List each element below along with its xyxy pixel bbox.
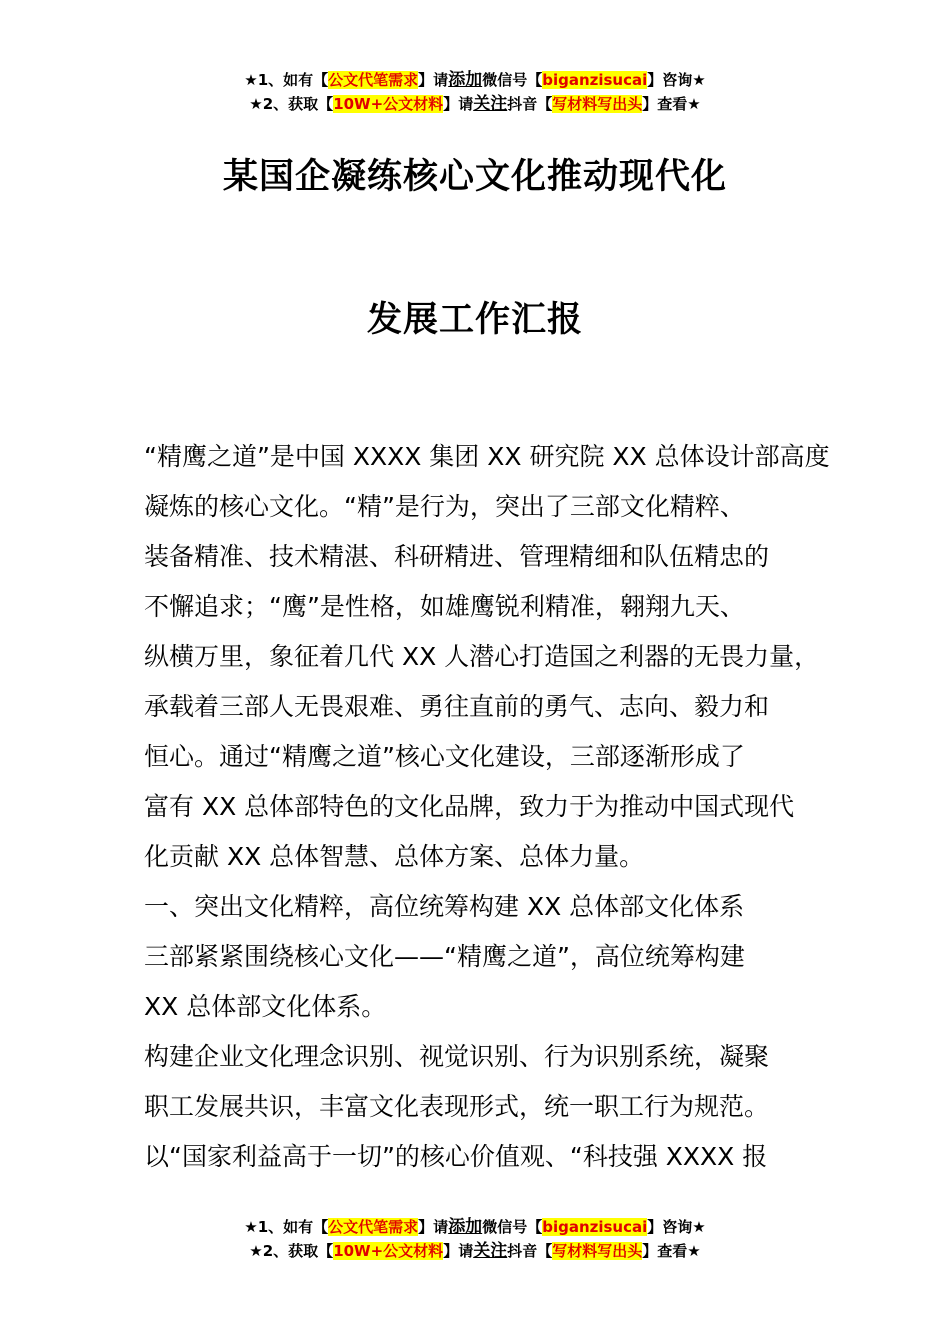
promo-text: ★1、如有【 [244,1218,329,1236]
body-line: “精鹰之道”是中国 XXXX 集团 XX 研究院 XX 总体设计部高度 [144,442,830,471]
promo-text: 】请 [418,71,449,89]
promo-text: 】查看★ [642,95,701,113]
promo-text: 抖音【 [507,1242,553,1260]
promo-line-1 [0,68,950,92]
underlined-text: 关注 [473,94,508,114]
promo-line-2 [0,1239,950,1263]
body-line: 装备精准、技术精湛、科研精进、管理精细和队伍精忠的 [144,542,770,571]
highlight-text: biganzisucai [542,1218,648,1236]
promo-text: 】请 [418,1218,449,1236]
promo-text: 】请 [443,1242,474,1260]
body-line: 纵横万里，象征着几代 XX 人潜心打造国之利器的无畏力量， [144,642,820,671]
promo-text: 】查看★ [642,1242,701,1260]
body-line: 承载着三部人无畏艰难、勇往直前的勇气、志向、毅力和 [144,692,770,721]
promo-banner-top [0,68,950,116]
underlined-text: 添加 [448,70,483,90]
body-line: 富有 XX 总体部特色的文化品牌，致力于为推动中国式现代 [144,792,795,821]
promo-line-2 [0,92,950,116]
highlight-text: 公文代笔需求 [328,1218,419,1236]
body-line: 化贡献 XX 总体智慧、总体方案、总体力量。 [144,842,645,871]
highlight-text: 10W+公文材料 [333,1242,444,1260]
promo-text: 抖音【 [507,95,553,113]
highlight-text: 公文代笔需求 [328,71,419,89]
promo-line-1 [0,1215,950,1239]
body-line: 恒心。通过“精鹰之道”核心文化建设，三部逐渐形成了 [144,742,745,771]
highlight-text: biganzisucai [542,71,648,89]
body-line: 构建企业文化理念识别、视觉识别、行为识别系统，凝聚 [144,1042,770,1071]
body-line: 不懈追求；“鹰”是性格，如雄鹰锐利精准，翱翔九天、 [144,592,745,621]
section-heading: 一、突出文化精粹，高位统筹构建 XX 总体部文化体系 [144,892,745,921]
underlined-text: 添加 [448,1217,483,1237]
highlight-text: 10W+公文材料 [333,95,444,113]
promo-text: 】咨询★ [647,1218,706,1236]
body-line: 凝炼的核心文化。“精”是行为，突出了三部文化精粹、 [144,492,745,521]
promo-text: ★1、如有【 [244,71,329,89]
body-line: 以“国家利益高于一切”的核心价值观、“科技强 XXXX 报 [144,1142,768,1171]
promo-text: 微信号【 [482,71,543,89]
document-title-line-2: 发展工作汇报 [366,300,583,340]
promo-text: ★2、获取【 [249,1242,334,1260]
body-line: 三部紧紧围绕核心文化——“精鹰之道”，高位统筹构建 [144,942,745,971]
body-line: XX 总体部文化体系。 [144,992,387,1021]
highlight-text: 写材料写出头 [552,1242,643,1260]
promo-text: 微信号【 [482,1218,543,1236]
underlined-text: 关注 [473,1241,508,1261]
body-line: 职工发展共识，丰富文化表现形式，统一职工行为规范。 [144,1092,770,1121]
promo-banner-bottom [0,1215,950,1263]
promo-text: ★2、获取【 [249,95,334,113]
promo-text: 】请 [443,95,474,113]
document-body [144,432,834,1182]
highlight-text: 写材料写出头 [552,95,643,113]
promo-text: 】咨询★ [647,71,706,89]
document-title-line-1: 某国企凝练核心文化推动现代化 [222,157,727,197]
